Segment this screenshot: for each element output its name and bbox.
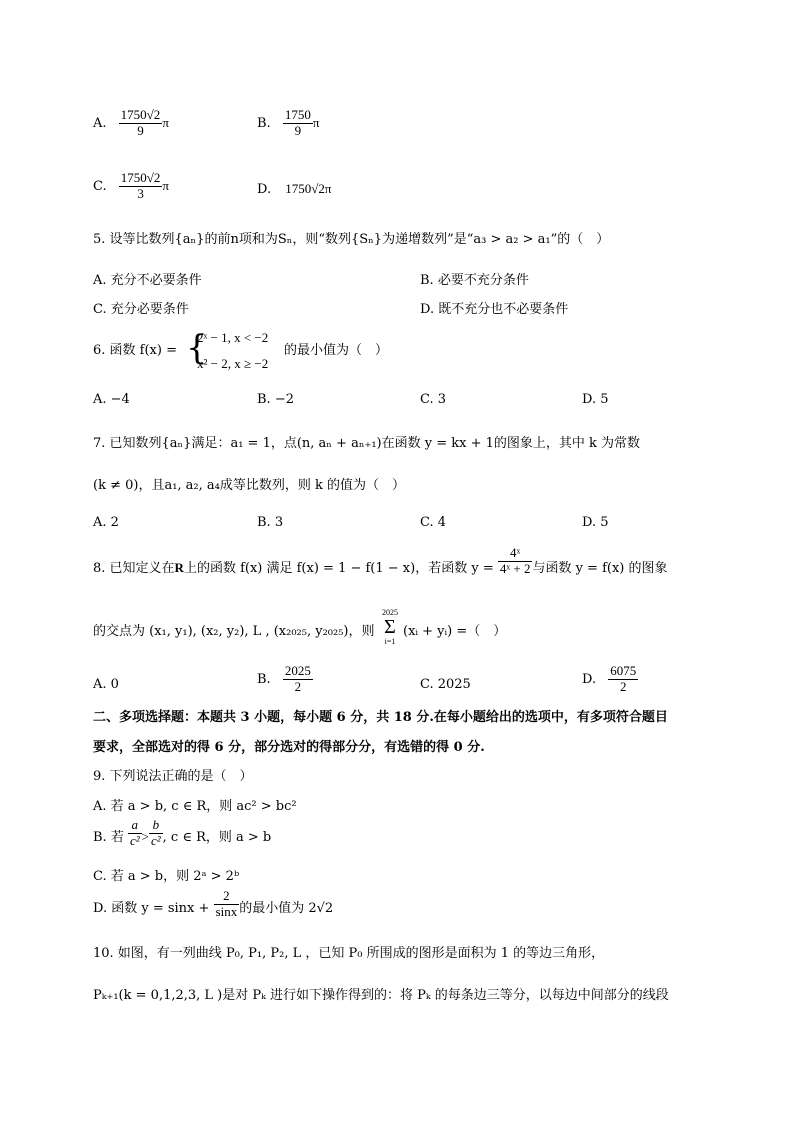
q7-option-a: A. 2 — [93, 515, 119, 530]
q6-option-d: D. 5 — [582, 392, 609, 407]
q4-option-c: C. $\frac{1750√2}{3}$ π — [93, 170, 169, 201]
q8-option-b: B. $\frac{2025}{2}$ — [257, 663, 311, 694]
q5-option-d: D. 既不充分也不必要条件 — [420, 302, 569, 317]
q9-option-d: D. 函数 y = sinx + $\frac{2}{\sin x}$ 的最小值为 2√2 — [93, 888, 334, 919]
q7-line-2: (k ≠ 0)，且a₁, a₂, a₄成等比数列，则 k 的值为（ ） — [93, 478, 406, 493]
q5-stem: 5. 设等比数列{aₙ}的前n项和为Sₙ，则“数列{Sₙ}为递增数列”是“a₃ > a₂ > a₁”的（ ） — [93, 232, 610, 247]
q5-option-c: C. 充分必要条件 — [93, 302, 189, 317]
q6-case-1: 2ˣ − 1, x < −2 — [197, 330, 269, 345]
q4-b-fraction: $\frac{1750}{9}$ — [284, 107, 311, 138]
q5-option-b: B. 必要不充分条件 — [420, 273, 529, 288]
q6-case-2: x² − 2, x ≥ −2 — [197, 356, 269, 371]
q8-line-2b: (xᵢ + yᵢ) =（ ） — [403, 624, 507, 639]
q8-line-1: 8. 已知定义在R上的函数 f(x) 满足 f(x) = 1 − f(1 − x)，若函数 y = $\frac{\text{4ˣ}}{\text{4ˣ + 2}}$ 与函数 y = f(x) 的图象 — [93, 545, 668, 576]
section-2-heading-line-1: 二、多项选择题：本题共 3 小题，每小题 6 分，共 18 分.在每小题给出的选项中，有多项符合题目 — [93, 710, 668, 725]
q8-d-fraction: $\frac{6075}{2}$ — [610, 663, 637, 694]
q5-option-a: A. 充分不必要条件 — [93, 273, 202, 288]
q7-line-1: 7. 已知数列{aₙ}满足：a₁ = 1，点(n, aₙ + aₙ₊₁)在函数 y = kx + 1的图象上，其中 k 为常数 — [93, 436, 641, 451]
q4-a-fraction: $\frac{1750√2}{9}$ — [120, 107, 161, 138]
q9-option-c: C. 若 a > b，则 2ᵃ > 2ᵇ — [93, 869, 240, 884]
q4-option-d: D. 1750√2π — [257, 181, 332, 197]
q9-stem: 9. 下列说法正确的是（ ） — [93, 769, 253, 784]
q8-b-fraction: $\frac{2025}{2}$ — [284, 663, 311, 694]
q9-option-b: B. 若 $\frac{a}{\text{c²}}$ > $\frac{b}{\text{c²}}$ , c ∈ R，则 a > b — [93, 817, 272, 848]
q6-brace: { — [186, 328, 208, 368]
q4-option-a: A. $\frac{1750√2}{9}$ π — [93, 107, 169, 138]
q7-option-d: D. 5 — [582, 515, 609, 530]
q8-line-2a: 的交点为 (x₁, y₁), (x₂, y₂), L , (x₂₀₂₅, y₂₀₂₅)，则 — [93, 624, 375, 639]
section-2-heading-line-2: 要求，全部选对的得 6 分，部分选对的得部分分，有选错的得 0 分. — [93, 740, 485, 755]
q8-option-c: C. 2025 — [420, 677, 471, 692]
q10-line-1: 10. 如图，有一列曲线 P₀, P₁, P₂, L ，已知 P₀ 所围成的图形是面积为 1 的等边三角形， — [93, 946, 605, 961]
q8-summation: 2025 Σ i=1 — [379, 608, 401, 646]
sigma-icon: Σ — [384, 616, 396, 638]
q6-option-c: C. 3 — [420, 392, 447, 407]
q6-option-a: A. −4 — [93, 392, 130, 407]
q6-suffix: 的最小值为（ ） — [284, 343, 389, 358]
q7-option-c: C. 4 — [420, 515, 447, 530]
q6-option-b: B. −2 — [257, 392, 294, 407]
q4-option-b: B. $\frac{1750}{9}$ π — [257, 107, 320, 138]
q8-option-d: D. $\frac{6075}{2}$ — [582, 663, 637, 694]
q8-fraction: $\frac{\text{4ˣ}}{\text{4ˣ + 2}}$ — [499, 545, 531, 576]
q6-prefix: 6. 函数 f(x) = — [93, 343, 177, 358]
q7-option-b: B. 3 — [257, 515, 284, 530]
q4-c-fraction: $\frac{1750√2}{3}$ — [120, 170, 161, 201]
q9-option-a: A. 若 a > b, c ∈ R，则 ac² > bc² — [93, 799, 297, 814]
q8-option-a: A. 0 — [93, 677, 119, 692]
q10-line-2: Pₖ₊₁(k = 0,1,2,3, L )是对 Pₖ 进行如下操作得到的：将 Pₖ 的每条边三等分，以每边中间部分的线段 — [93, 988, 669, 1003]
